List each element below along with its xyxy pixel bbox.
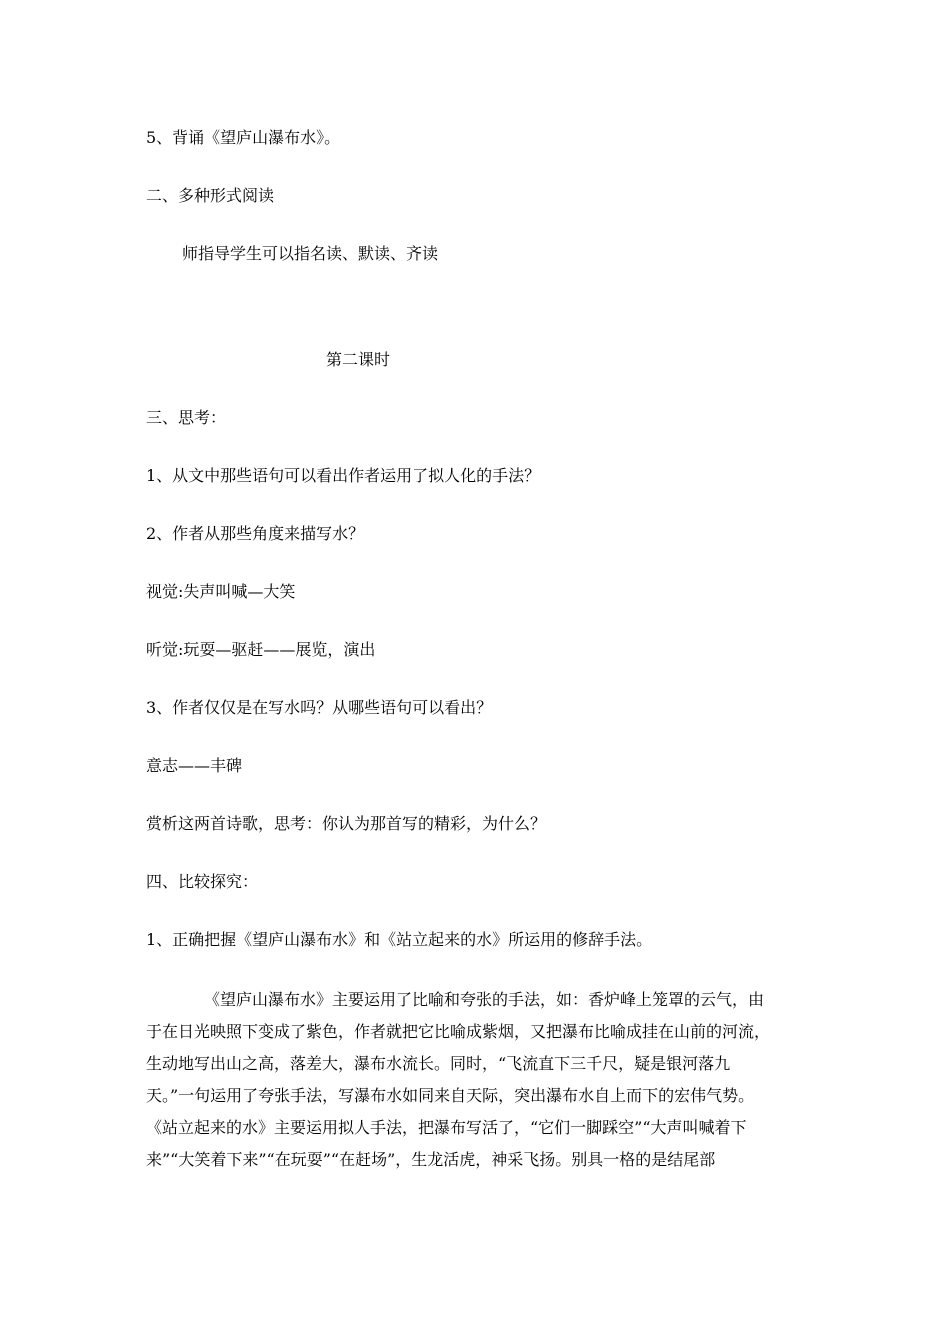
paragraph-line: 《站立起来的水》主要运用拟人手法，把瀑布写活了，“它们一脚踩空”“大声叫喊着下	[146, 1118, 747, 1137]
lesson-two-title: 第二课时	[326, 350, 391, 369]
paragraph-line: 来”“大笑着下来”“在玩耍”“在赶场”，生龙活虎，神采飞扬。别具一格的是结尾部	[146, 1150, 716, 1169]
comparison-item-1: 1、正确把握《望庐山瀑布水》和《站立起来的水》所运用的修辞手法。	[146, 930, 653, 949]
section-three-heading: 三、思考：	[146, 408, 227, 427]
section-two-heading: 二、多种形式阅读	[146, 186, 275, 205]
question-2: 2、作者从那些角度来描写水？	[146, 524, 365, 543]
answer-auditory: 听觉:玩耍—驱赶——展览，演出	[146, 640, 376, 659]
reading-instruction: 师指导学生可以指名读、默读、齐读	[182, 244, 439, 263]
paragraph-line: 于在日光映照下变成了紫色，作者就把它比喻成紫烟，又把瀑布比喻成挂在山前的河流，	[146, 1022, 771, 1041]
section-four-heading: 四、比较探究：	[146, 872, 259, 891]
answer-visual: 视觉:失声叫喊—大笑	[146, 582, 296, 601]
question-3: 3、作者仅仅是在写水吗？从哪些语句可以看出？	[146, 698, 493, 717]
question-1: 1、从文中那些语句可以看出作者运用了拟人化的手法？	[146, 466, 541, 485]
paragraph-line: 生动地写出山之高，落差大，瀑布水流长。同时，“飞流直下三千尺，疑是银河落九	[146, 1054, 731, 1073]
paragraph-line: 天。”一句运用了夸张手法，写瀑布水如同来自天际，突出瀑布水自上而下的宏伟气势。	[146, 1086, 755, 1105]
appreciation-prompt: 赏析这两首诗歌，思考：你认为那首写的精彩，为什么？	[146, 814, 547, 833]
analysis-paragraph	[146, 984, 800, 1176]
paragraph-line: 《望庐山瀑布水》主要运用了比喻和夸张的手法，如：香炉峰上笼罩的云气，由	[204, 990, 765, 1009]
item-recite-poem: 5、背诵《望庐山瀑布水》。	[146, 128, 341, 147]
answer-will: 意志——丰碑	[146, 756, 243, 775]
